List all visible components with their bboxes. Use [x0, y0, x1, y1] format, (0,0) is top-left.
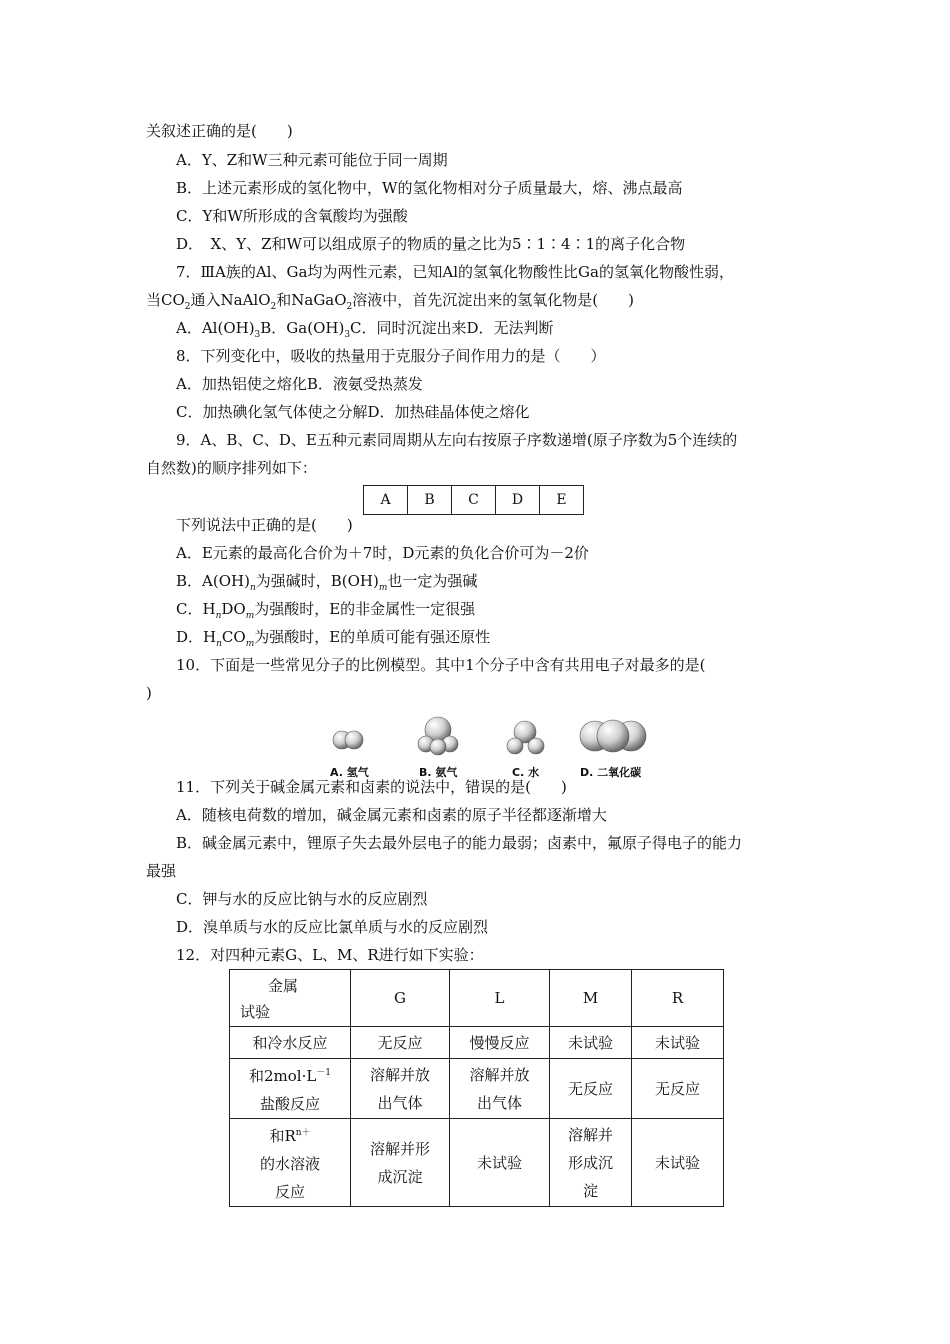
q6-option-d: D． X、Y、Z和W可以组成原子的物质的量之比为5∶1∶4∶1的离子化合物 — [176, 235, 686, 253]
header-test-label: 试验 — [240, 1003, 271, 1021]
table-cell: 溶解并放出气体 — [450, 1059, 550, 1119]
table-cell: 无反应 — [632, 1059, 724, 1119]
header-metal-label: 金属 — [268, 977, 299, 995]
q6-option-b: B．上述元素形成的氢化物中，W的氢化物相对分子质量最大，熔、沸点最高 — [176, 179, 683, 197]
hydrogen-model — [333, 731, 363, 749]
q11-option-a: A．随核电荷数的增加，碱金属元素和卤素的原子半径都逐渐增大 — [176, 806, 607, 824]
water-model — [507, 721, 544, 754]
table-cell: 溶解并形成沉淀 — [550, 1119, 632, 1207]
q6-stem: 关叙述正确的是( ) — [146, 122, 293, 140]
q9-option-d: D．$H_nCO_m$为强酸时，E的单质可能有强还原性 — [176, 628, 491, 649]
header-metal-r: R — [632, 970, 724, 1027]
molecule-models-figure — [328, 712, 668, 780]
label-hydrogen: A. 氢气 — [330, 766, 369, 779]
molecule-models-svg — [328, 712, 668, 764]
row-label-cold-water: 和冷水反应 — [230, 1027, 351, 1059]
q8-options-cd: C．加热碘化氢气体使之分解D．加热硅晶体使之熔化 — [176, 403, 530, 421]
header-metal-m: M — [550, 970, 632, 1027]
row-label-rn-solution: 和$R^{n+}$ 的水溶液反应 — [230, 1119, 351, 1207]
table-cell: 无反应 — [351, 1027, 450, 1059]
q8-options-ab: A．加热铝使之熔化B．液氨受热蒸发 — [176, 375, 423, 393]
seq-cell: E — [540, 486, 584, 515]
q11-stem: 11．下列关于碱金属元素和卤素的说法中，错误的是( ) — [176, 778, 567, 796]
label-water: C. 水 — [512, 766, 540, 779]
element-sequence-table — [363, 485, 584, 515]
q12-stem: 12．对四种元素G、L、M、R进行如下实验： — [176, 946, 484, 964]
q8-stem: 8．下列变化中，吸收的热量用于克服分子间作用力的是（ ） — [176, 347, 606, 365]
q9-stem-line2: 自然数)的顺序排列如下： — [146, 459, 317, 477]
seq-cell: A — [364, 486, 408, 515]
seq-cell: D — [496, 486, 540, 515]
table-cell: 无反应 — [550, 1059, 632, 1119]
seq-cell: B — [408, 486, 452, 515]
table-cell: 未试验 — [632, 1119, 724, 1207]
q9-stem-line1: 9．A、B、C、D、E五种元素同周期从左向右按原子序数递增(原子序数为5个连续的 — [176, 431, 738, 449]
q11-option-b-line1: B．碱金属元素中，锂原子失去最外层电子的能力最弱；卤素中，氟原子得电子的能力 — [176, 834, 743, 852]
q11-option-d: D．溴单质与水的反应比氯单质与水的反应剧烈 — [176, 918, 489, 936]
table-cell: 溶解并形成沉淀 — [351, 1119, 450, 1207]
experiment-table — [229, 969, 724, 1207]
q6-option-c: C．Y和W所形成的含氧酸均为强酸 — [176, 207, 408, 225]
q10-stem-line1: 10．下面是一些常见分子的比例模型。其中1个分子中含有共用电子对最多的是( — [176, 656, 706, 674]
table-cell: 慢慢反应 — [450, 1027, 550, 1059]
label-ammonia: B. 氨气 — [419, 766, 458, 779]
q9-option-a: A．E元素的最高化合价为＋7时，D元素的负化合价可为－2价 — [176, 544, 589, 562]
label-carbon-dioxide: D. 二氧化碳 — [580, 766, 642, 779]
q9-option-b: B．$A(OH)_n$为强碱时，$B(OH)_m$也一定为强碱 — [176, 572, 478, 593]
row-label-hydrochloric-acid: 和$2mol\cdot L^{-1}$ 盐酸反应 — [230, 1059, 351, 1119]
table-cell: 未试验 — [550, 1027, 632, 1059]
q11-option-b-line2: 最强 — [146, 862, 177, 880]
carbon-dioxide-model — [580, 720, 646, 752]
table-cell: 未试验 — [632, 1027, 724, 1059]
seq-cell: C — [452, 486, 496, 515]
table-cell: 溶解并放出气体 — [351, 1059, 450, 1119]
header-corner-cell — [230, 970, 351, 1027]
q7-stem-line2: 当$CO_2$通入NaAlO$_2$和NaGaO$_2$溶液中，首先沉淀出来的氢氧化物是( ) — [146, 291, 634, 312]
q7-options: A．$Al(OH)_3B$．$Ga(OH)_3C$．同时沉淀出来D．无法判断 — [176, 319, 554, 340]
q6-option-a: A．Y、Z和W三种元素可能位于同一周期 — [176, 151, 448, 169]
q10-stem-line2: ) — [146, 684, 152, 702]
header-metal-l: L — [450, 970, 550, 1027]
table-cell: 未试验 — [450, 1119, 550, 1207]
q9-option-c: C．$H_nDO_m$为强酸时，E的非金属性一定很强 — [176, 600, 476, 621]
ammonia-model — [418, 717, 458, 755]
header-metal-g: G — [351, 970, 450, 1027]
q7-stem-line1: 7．ⅢA族的Al、Ga均为两性元素，已知Al的氢氧化物酸性比Ga的氢氧化物酸性弱， — [176, 263, 734, 281]
q9-prompt: 下列说法中正确的是( ) — [176, 516, 353, 534]
q11-option-c: C．钾与水的反应比钠与水的反应剧烈 — [176, 890, 428, 908]
